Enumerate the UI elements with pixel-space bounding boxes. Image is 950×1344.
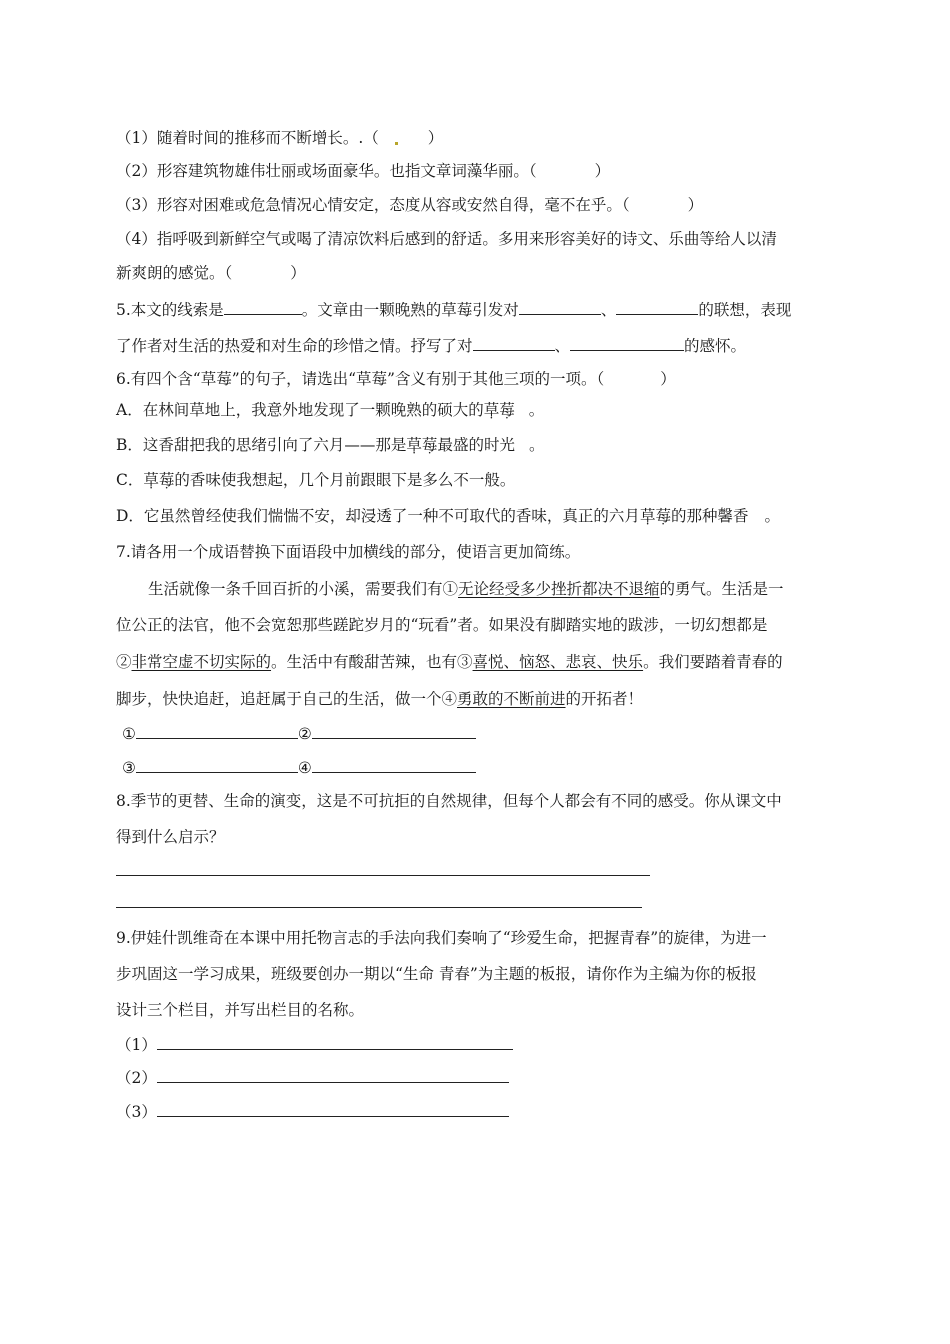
option-b: B．这香甜把我的思绪引向了六月——那是草莓最盛的时光 。 [116,436,545,454]
definition-1-text: （1）随着时间的推移而不断增长。.（ [116,129,379,147]
option-c: C．草莓的香味使我想起，几个月前跟眼下是多么不一般。 [116,471,516,489]
answer-blank[interactable] [616,298,698,315]
emphasis-char: 草 [639,507,656,525]
question-8-line-1: 8.季节的更替、生命的演变，这是不可抗拒的自然规律，但每个人都会有不同的感受。你从课文中 [116,792,782,810]
answer-row-2: ③ ④ [122,756,476,779]
question-8-line-2: 得到什么启示？ [116,828,225,846]
answer-row-1: ① ② [122,722,476,745]
definition-1: （1）随着时间的推移而不断增长。.（ ） [116,129,444,147]
definition-3: （3）形容对困难或危急情况心情安定，态度从容或安然自得，毫不在乎。（ ） [116,196,704,214]
emphasis-char: 莓 [655,507,671,525]
question-7-paragraph-line-2: 位公正的法官，他不会宽恕那些蹉跎岁月的“玩看”者。如果没有脚踏实地的跋涉，一切幻想都是 [116,616,768,634]
question-7-paragraph-line-1: 生活就像一条千回百折的小溪，需要我们有①无论经受多少挫折都决不退缩的勇气。生活是一 [148,580,784,598]
definition-4-line-1: （4）指呼吸到新鲜空气或喝了清凉饮料后感到的舒适。多用来形容美好的诗文、乐曲等给人以清 [116,230,777,248]
option-d: D．它虽然曾经使我们惴惴不安，却浸透了一种不可取代的香味，真正的六月草莓的那种馨香 。 [116,507,780,525]
emphasis-char: 草 [406,436,422,454]
question-9-line-1: 9.伊娃什凯维奇在本课中用托物言志的手法向我们奏响了“珍爱生命，把握青春”的旋律，为进一 [116,929,767,947]
answer-blank[interactable] [157,1066,509,1083]
answer-blank[interactable] [312,722,476,739]
answer-blank[interactable] [473,334,555,351]
speck-mark [395,142,398,145]
question-7-stem: 7.请各用一个成语替换下面语段中加横线的部分，使语言更加简练。 [116,543,581,561]
column-answer-3: （3） [116,1100,509,1123]
question-9-line-2: 步巩固这一学习成果，班级要创办一期以“生命 青春”为主题的板报，请你作为主编为你的板报 [116,965,757,983]
emphasis-char: 草 [143,471,159,489]
question-5-line-1: 5.本文的线索是 。文章由一颗晚熟的草莓引发对 、 的联想，表现 [116,298,791,321]
question-6-stem: 6.有四个含“草莓”的句子，请选出“草莓”含义有别于其他三项的一项。（ ） [116,370,676,388]
underlined-phrase-2: 非常空虚不切实际的 [131,653,272,671]
definition-3-text: （3）形容对困难或危急情况心情安定，态度从容或安然自得，毫不在乎。（ [116,196,630,214]
answer-blank[interactable] [570,334,684,351]
answer-blank[interactable] [312,756,476,773]
question-5-line-2: 了作者对生活的热爱和对生命的珍惜之情。抒写了对 、 的感怀。 [116,334,746,357]
definition-4-line-2: 新爽朗的感觉。（ ） [116,264,306,282]
answer-blank[interactable] [157,1033,513,1050]
answer-blank[interactable] [157,1100,509,1117]
underlined-phrase-1: 无论经受多少挫折都决不退缩 [458,580,660,598]
question-7-paragraph-line-4: 脚步，快快追赶，追赶属于自己的生活，做一个④勇敢的不断前进的开拓者！ [116,690,644,708]
answer-blank[interactable] [136,722,298,739]
question-9-line-3: 设计三个栏目，并写出栏目的名称。 [116,1001,365,1019]
column-answer-1: （1） [116,1033,513,1056]
answer-line[interactable] [116,907,642,908]
column-answer-2: （2） [116,1066,509,1089]
emphasis-char: 莓 [421,436,438,454]
emphasis-char: 莓 [158,471,175,489]
emphasis-char: 莓 [499,401,515,419]
answer-line[interactable] [116,875,650,876]
underlined-phrase-3: 喜悦、恼怒、悲哀、快乐 [472,653,644,671]
underlined-phrase-4: 勇敢的不断前进 [457,690,566,708]
question-7-paragraph-line-3: ②非常空虚不切实际的。生活中有酸甜苦辣，也有③喜悦、恼怒、悲哀、快乐。我们要踏着青春的 [116,653,783,671]
definition-2-text: （2）形容建筑物雄伟壮丽或场面豪华。也指文章词藻华丽。（ [116,162,537,180]
answer-blank[interactable] [224,298,302,315]
answer-blank[interactable] [519,298,601,315]
option-a: A．在林间草地上，我意外地发现了一颗晚熟的硕大的草莓 。 [116,401,545,419]
answer-blank[interactable] [136,756,298,773]
emphasis-char: 草 [483,401,500,419]
definition-2: （2）形容建筑物雄伟壮丽或场面豪华。也指文章词藻华丽。（ ） [116,162,611,180]
